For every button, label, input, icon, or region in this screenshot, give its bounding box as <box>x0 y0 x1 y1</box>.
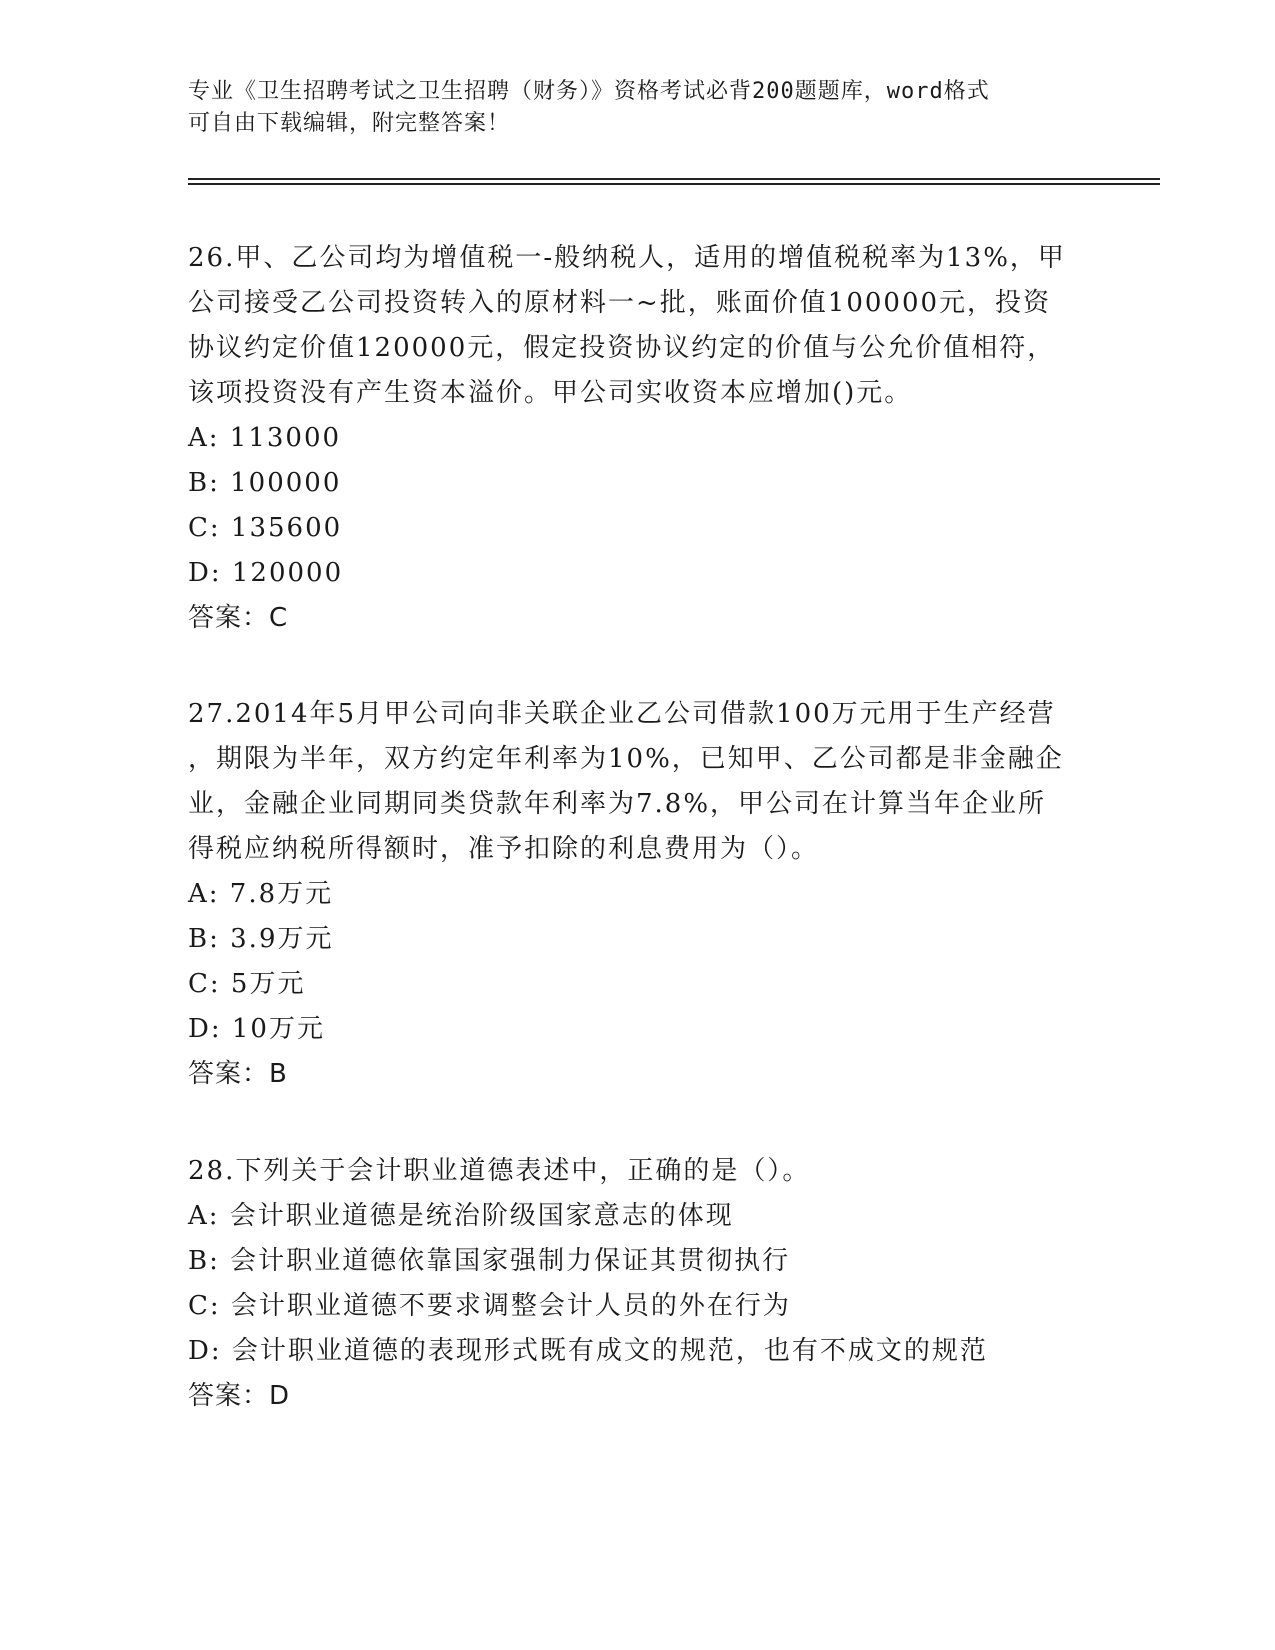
option-c: C: 135600 <box>188 513 343 543</box>
option-b: B: 100000 <box>188 468 342 498</box>
option-c: C: 5万元 <box>188 969 306 999</box>
header-divider-bottom <box>188 183 1160 185</box>
question-stem-line: ，期限为半年，双方约定年利率为10%，已知甲、乙公司都是非金融企 <box>188 744 1064 774</box>
option-a: A: 会计职业道德是统治阶级国家意志的体现 <box>188 1201 734 1231</box>
question-stem-line: 28.下列关于会计职业道德表述中，正确的是（）。 <box>188 1156 811 1186</box>
question-stem-line: 得税应纳税所得额时，准予扣除的利息费用为（）。 <box>188 834 820 864</box>
question-26 <box>188 236 1088 641</box>
option-a: A: 7.8万元 <box>188 879 334 909</box>
header-line-2: 可自由下载编辑，附完整答案！ <box>188 111 511 136</box>
answer: 答案：D <box>188 1381 291 1411</box>
option-b: B: 3.9万元 <box>188 924 334 954</box>
header-divider-top <box>188 178 1160 180</box>
option-d: D: 120000 <box>188 558 344 588</box>
option-d: D: 会计职业道德的表现形式既有成文的规范，也有不成文的规范 <box>188 1336 988 1366</box>
document-header <box>188 76 1088 140</box>
question-stem-line: 27.2014年5月甲公司向非关联企业乙公司借款100万元用于生产经营 <box>188 699 1056 729</box>
question-stem-line: 26.甲、乙公司均为增值税一-般纳税人，适用的增值税税率为13%，甲 <box>188 243 1066 273</box>
answer: 答案：B <box>188 1059 288 1089</box>
answer: 答案：C <box>188 603 289 633</box>
question-stem-line: 该项投资没有产生资本溢价。甲公司实收资本应增加()元。 <box>188 378 913 408</box>
question-28 <box>188 1149 1088 1419</box>
option-a: A: 113000 <box>188 423 342 453</box>
option-d: D: 10万元 <box>188 1014 325 1044</box>
option-b: B: 会计职业道德依靠国家强制力保证其贯彻执行 <box>188 1246 791 1276</box>
question-stem-line: 公司接受乙公司投资转入的原材料一~批，账面价值100000元，投资 <box>188 288 1052 318</box>
question-27 <box>188 692 1088 1097</box>
option-c: C: 会计职业道德不要求调整会计人员的外在行为 <box>188 1291 791 1321</box>
question-stem-line: 协议约定价值120000元，假定投资协议约定的价值与公允价值相符， <box>188 333 1056 363</box>
header-line-1: 专业《卫生招聘考试之卫生招聘（财务）》资格考试必背200题题库，word格式 <box>188 79 990 104</box>
question-stem-line: 业，金融企业同期同类贷款年利率为7.8%，甲公司在计算当年企业所 <box>188 789 1047 819</box>
